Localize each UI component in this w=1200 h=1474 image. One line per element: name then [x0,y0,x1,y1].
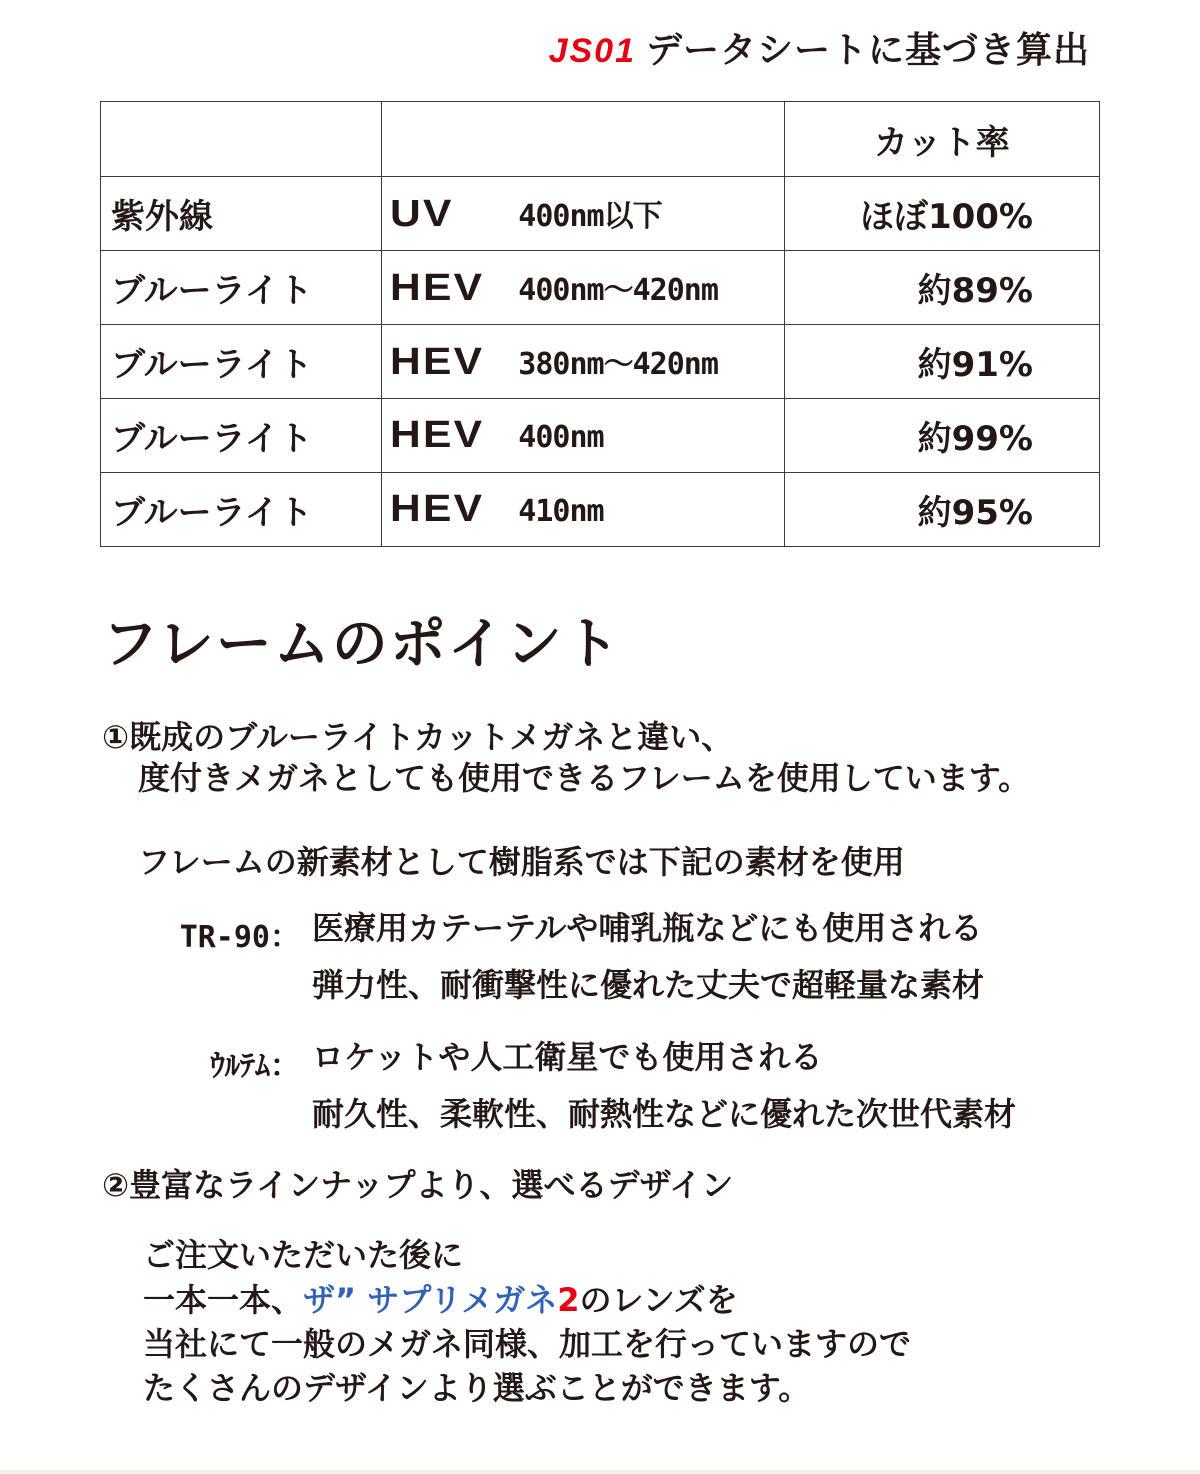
table-row [101,399,1100,473]
row-band-cell [382,325,784,399]
table-header-row [101,102,1100,177]
section-title: フレームのポイント [102,612,622,677]
datasheet-caption [549,22,1090,73]
band-code: HEV [390,341,485,383]
cut-rate-value: 約95% [784,473,1099,547]
row-band-cell [382,177,784,251]
wavelength-range: 400nm [518,420,604,455]
row-band-cell [382,251,784,325]
header-cell-cut-rate: カット率 [784,102,1099,177]
material-label-tr90: TR-90： [179,920,300,955]
header-cell-type [101,102,382,177]
line2-suffix: のレンズを [579,1281,738,1319]
material-tr90-line2: 弾力性、耐衝撃性に優れた丈夫で超軽量な素材 [312,966,985,1004]
point1-line1: ①既成のブルーライトカットメガネと違い、 [102,718,734,756]
product-number: 2 [557,1281,580,1319]
row-band-cell [382,399,784,473]
row-band-cell [382,473,784,547]
point2-line2 [143,1281,738,1319]
point2-line3: 当社にて一般のメガネ同様、加工を行っていますので [143,1325,912,1363]
band-code: UV [390,193,454,235]
point2-line1: ご注文いただいた後に [143,1236,464,1274]
caption-text: データシートに基づき算出 [645,30,1090,71]
row-label: ブルーライト [101,399,382,473]
row-label: 紫外線 [101,177,382,251]
row-label: ブルーライト [101,473,382,547]
table-row [101,325,1100,399]
table-row [101,473,1100,547]
cut-rate-table [100,101,1100,547]
wavelength-range: 400nm以下 [518,199,662,234]
cut-rate-value: 約89% [784,251,1099,325]
wavelength-range: 380nm～420nm [518,347,718,382]
band-code: HEV [390,267,485,309]
material-tr90-line1: 医療用カテーテルや哺乳瓶などにも使用される [312,909,983,947]
header-cell-band [382,102,784,177]
table-row [101,177,1100,251]
band-code: HEV [390,414,485,456]
line2-prefix: 一本一本、 [143,1281,304,1319]
point2-heading: ②豊富なラインナップより、選べるデザイン [102,1166,734,1204]
materials-intro: フレームの新素材として樹脂系では下記の素材を使用 [138,843,905,881]
row-label: ブルーライト [101,325,382,399]
row-label: ブルーライト [101,251,382,325]
cut-rate-value: 約99% [784,399,1099,473]
product-name: ザ” サプリメガネ [303,1281,558,1319]
material-ultem-line1: ロケットや人工衛星でも使用される [312,1038,823,1076]
material-ultem-line2: 耐久性、柔軟性、耐熱性などに優れた次世代素材 [312,1095,1017,1133]
band-code: HEV [390,488,485,530]
cut-rate-value: 約91% [784,325,1099,399]
brand-code: JS01 [548,32,636,70]
cut-rate-value: ほぼ100% [784,177,1099,251]
bottom-divider [0,1470,1200,1474]
wavelength-range: 410nm [518,494,604,529]
material-label-ultem: ｳﾙﾃﾑ： [210,1049,300,1084]
point1-line2: 度付きメガネとしても使用できるフレームを使用しています。 [138,759,1031,797]
table-row [101,251,1100,325]
point2-line4: たくさんのデザインより選ぶことができます。 [143,1369,811,1407]
wavelength-range: 400nm～420nm [518,273,718,308]
